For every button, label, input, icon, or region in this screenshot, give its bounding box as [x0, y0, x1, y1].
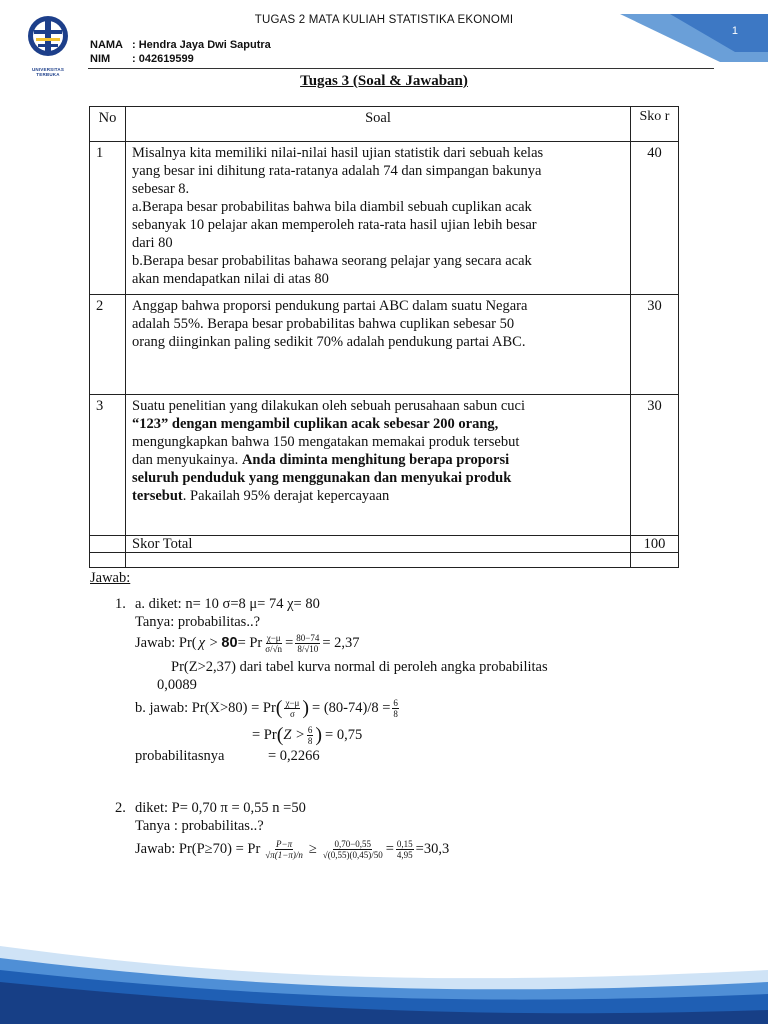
header-skor: Sko r — [631, 107, 679, 142]
question-line: dari 80 — [132, 235, 173, 251]
answer-1b-formula — [135, 694, 401, 722]
fraction — [264, 839, 304, 860]
fraction-numerator: P−π — [276, 838, 293, 849]
fraction-denominator: 4,95 — [396, 849, 413, 860]
question-line: Suatu penelitian yang dilakukan oleh sebuah perusahaan sabun cuci — [132, 398, 525, 414]
formula-text: = Pr — [252, 726, 277, 743]
fraction — [264, 633, 283, 654]
student-identity — [90, 38, 271, 66]
fraction — [392, 698, 399, 719]
formula-text: = Pr — [237, 634, 263, 651]
header-soal: Soal — [126, 107, 631, 142]
question-line: sebesar 8. — [132, 181, 190, 197]
paren: ) — [302, 697, 310, 719]
fraction-numerator: χ−μ — [285, 697, 300, 708]
answer-1-formula — [135, 630, 360, 656]
formula-text: = 0,75 — [325, 726, 363, 743]
question-table — [89, 106, 679, 568]
table-header-row — [90, 107, 679, 142]
answer-1-number: 1. — [115, 596, 126, 612]
formula-text: = (80-74)/8 = — [312, 699, 391, 716]
answer-1-probability-label: probabilitasnya — [135, 748, 225, 764]
fraction-numerator: 6 — [393, 697, 398, 708]
fraction-denominator: σ/√n — [265, 643, 283, 654]
paren: ) — [315, 724, 323, 746]
answer-2-tanya: Tanya : probabilitas..? — [135, 818, 264, 834]
nim-value: : 042619599 — [132, 53, 194, 65]
fraction-numerator: χ−μ — [266, 632, 281, 643]
table-row — [90, 395, 679, 536]
question-line — [132, 487, 624, 505]
answer-2-number: 2. — [115, 800, 126, 816]
fraction-numerator: 80−74 — [296, 632, 320, 643]
formula-text: Jawab: Pr(P≥70) = Pr — [135, 840, 261, 857]
fraction — [307, 725, 314, 746]
formula-text: Z > — [283, 726, 305, 743]
formula-text: 80 — [221, 635, 238, 651]
formula-text: b. jawab: Pr(X>80) = Pr — [135, 699, 276, 716]
empty-cell — [631, 553, 679, 568]
question-text — [126, 395, 631, 536]
question-line — [132, 415, 624, 433]
row-number: 3 — [90, 395, 126, 536]
answer-1-diket: a. diket: n= 10 σ=8 μ= 74 χ= 80 — [135, 596, 320, 612]
question-emphasis: “123” dengan mengambil cuplikan acak sebesar 200 orang, — [132, 416, 499, 432]
question-line: b.Berapa besar probabilitas bahawa seorang pelajar yang secara acak — [132, 253, 532, 269]
question-text-span: dan menyukainya. — [132, 452, 242, 468]
question-line: adalah 55%. Berapa besar probabilitas bahwa cuplikan sebesar 50 — [132, 316, 515, 332]
name-label: NAMA — [90, 39, 123, 51]
fraction-denominator: σ — [289, 708, 295, 719]
fraction — [284, 698, 300, 719]
fraction-denominator: √π(1−π)/n — [265, 849, 303, 860]
question-line: Anggap bahwa proporsi pendukung partai ABC dalam suatu Negara — [132, 298, 528, 314]
formula-text: χ > — [198, 634, 219, 651]
formula-text: = 2,37 — [322, 634, 360, 651]
fraction-numerator: 0,15 — [396, 838, 413, 849]
row-score: 40 — [631, 142, 679, 295]
answer-1-note-value: 0,0089 — [157, 677, 197, 693]
fraction-denominator: 8/√10 — [297, 643, 319, 654]
fraction-denominator: √(0,55)(0,45)/50 — [322, 849, 383, 860]
question-line — [132, 451, 624, 469]
question-line: akan mendapatkan nilai di atas 80 — [132, 271, 329, 287]
table-row — [90, 142, 679, 295]
question-line: a.Berapa besar probabilitas bahwa bila diambil sebuah cuplikan acak — [132, 199, 532, 215]
row-number: 2 — [90, 295, 126, 395]
formula-text: ≥ — [308, 840, 317, 857]
question-line — [132, 469, 624, 487]
formula-text: = — [285, 634, 294, 651]
answer-2-diket: diket: P= 0,70 π = 0,55 n =50 — [135, 800, 306, 816]
total-label: Skor Total — [126, 536, 631, 553]
question-line: Misalnya kita memiliki nilai-nilai hasil ujian statistik dari sebuah kelas — [132, 145, 544, 161]
fraction — [322, 839, 384, 860]
answer-2-formula — [135, 834, 449, 864]
empty-cell — [90, 553, 126, 568]
answer-1c-formula — [252, 721, 362, 749]
answer-1-probability-value: = 0,2266 — [268, 748, 320, 764]
fraction-numerator: 6 — [307, 724, 313, 735]
question-emphasis: tersebut — [132, 488, 183, 504]
fraction — [396, 839, 414, 860]
nim-label: NIM — [90, 53, 111, 65]
paren: ( — [276, 724, 284, 746]
document-title: Tugas 3 (Soal & Jawaban) — [300, 73, 468, 89]
table-row — [90, 295, 679, 395]
empty-cell — [90, 536, 126, 553]
answer-1-tanya: Tanya: probabilitas..? — [135, 614, 261, 630]
question-line: mengungkapkan bahwa 150 mengatakan memakai produk tersebut — [132, 434, 520, 450]
row-number: 1 — [90, 142, 126, 295]
question-text-span: . Pakailah 95% derajat kepercayaan — [182, 488, 390, 504]
question-emphasis: Anda diminta menghitung berapa proporsi — [241, 452, 510, 468]
question-text — [126, 142, 631, 295]
question-text — [126, 295, 631, 395]
fraction — [295, 633, 320, 654]
empty-cell — [126, 553, 631, 568]
question-line: sebanyak 10 pelajar akan memperoleh rata-rata hasil ujian lebih besar — [132, 217, 537, 233]
question-line: orang diinginkan paling sedikit 70% adalah pendukung partai ABC. — [132, 334, 526, 350]
paren: ( — [275, 697, 283, 719]
question-line: yang besar ini dihitung rata-ratanya adalah 74 dan simpangan bakunya — [132, 163, 542, 179]
total-value: 100 — [631, 536, 679, 553]
fraction-numerator: 0,70−0,55 — [334, 838, 372, 849]
formula-text: Jawab: Pr( — [135, 634, 197, 651]
course-title: TUGAS 2 MATA KULIAH STATISTIKA EKONOMI — [254, 14, 514, 26]
page-number: 1 — [731, 25, 738, 37]
name-value: : Hendra Jaya Dwi Saputra — [132, 39, 271, 51]
empty-row — [90, 553, 679, 568]
header-corner-decoration — [600, 0, 768, 70]
fraction-denominator: 8 — [393, 708, 398, 719]
footer-wave-decoration — [0, 930, 768, 1024]
answer-heading: Jawab: — [90, 570, 131, 586]
logo-caption: UNIVERSITAS TERBUKA — [31, 67, 65, 77]
question-emphasis: seluruh penduduk yang menggunakan dan menyukai produk — [132, 470, 512, 486]
total-row — [90, 536, 679, 553]
row-score: 30 — [631, 295, 679, 395]
formula-text: =30,3 — [415, 840, 450, 857]
fraction-denominator: 8 — [307, 735, 313, 746]
formula-text: = — [385, 840, 394, 857]
header-divider — [88, 68, 714, 69]
row-score: 30 — [631, 395, 679, 536]
answer-1-note: Pr(Z>2,37) dari tabel kurva normal di peroleh angka probabilitas — [171, 659, 548, 675]
header-no: No — [90, 107, 126, 142]
